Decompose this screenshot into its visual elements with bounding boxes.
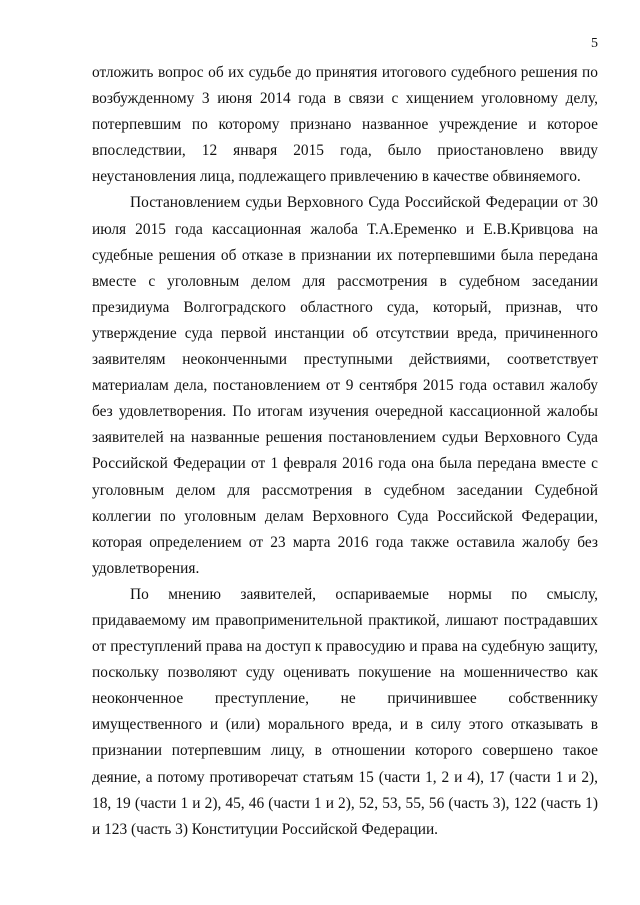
paragraph-applicants-position: По мнению заявителей, оспариваемые нормы по смыслу, придаваемому им правоприменительной практикой, лишают пострадавших от преступлений права на доступ к правосудию и права на судебную защиту, поскольку позволяют суду оценивать покушение на мошенничество как неоконченное преступление, не причинившее собственнику имущественного и (или) морального вреда, и в силу этого отказывать в признании потерпевшим лицу, в отношении которого совершено такое деяние, а потому противоречат статьям 15 (части 1, 2 и 4), 17 (части 1 и 2), 18, 19 (части 1 и 2), 45, 46 (части 1 и 2), 52, 53, 55, 56 (часть 3), 122 (часть 1) и 123 (часть 3) Конституции Российской Федерации. (92, 585, 598, 838)
paragraph-cassation-history: Постановлением судьи Верховного Суда Российской Федерации от 30 июля 2015 года кассационная жалоба Т.А.Еременко и Е.В.Кривцова на судебные решения об отказе в признании их потерпевшими была передана вместе с уголовным делом для рассмотрения в судебном заседании президиума Волгоградского областного суда, который, признав, что утверждение суда первой инстанции об отсутствии вреда, причиненного заявителям неоконченными преступными действиями, соответствует материалам дела, постановлением от 9 сентября 2015 года оставил жалобу без удовлетворения. По итогам изучения очередной кассационной жалобы заявителей на названные решения постановлением судьи Верховного Суда Российской Федерации от 1 февраля 2016 года она была передана вместе с уголовным делом для рассмотрения в судебном заседании Судебной коллегии по уголовным делам Верховного Суда Российской Федерации, которая определением от 23 марта 2016 года также оставила жалобу без удовлетворения. (92, 194, 598, 577)
document-body (92, 60, 598, 843)
page-number: 5 (591, 36, 598, 51)
paragraph-continuation: отложить вопрос об их судьбе до принятия итогового судебного решения по возбужденному 3 июня 2014 года в связи с хищением уголовному делу, потерпевшим по которому признано названное учреждение и которое впоследствии, 12 января 2015 года, было приостановлено ввиду неустановления лица, подлежащего привлечению в качестве обвиняемого. (92, 64, 598, 186)
